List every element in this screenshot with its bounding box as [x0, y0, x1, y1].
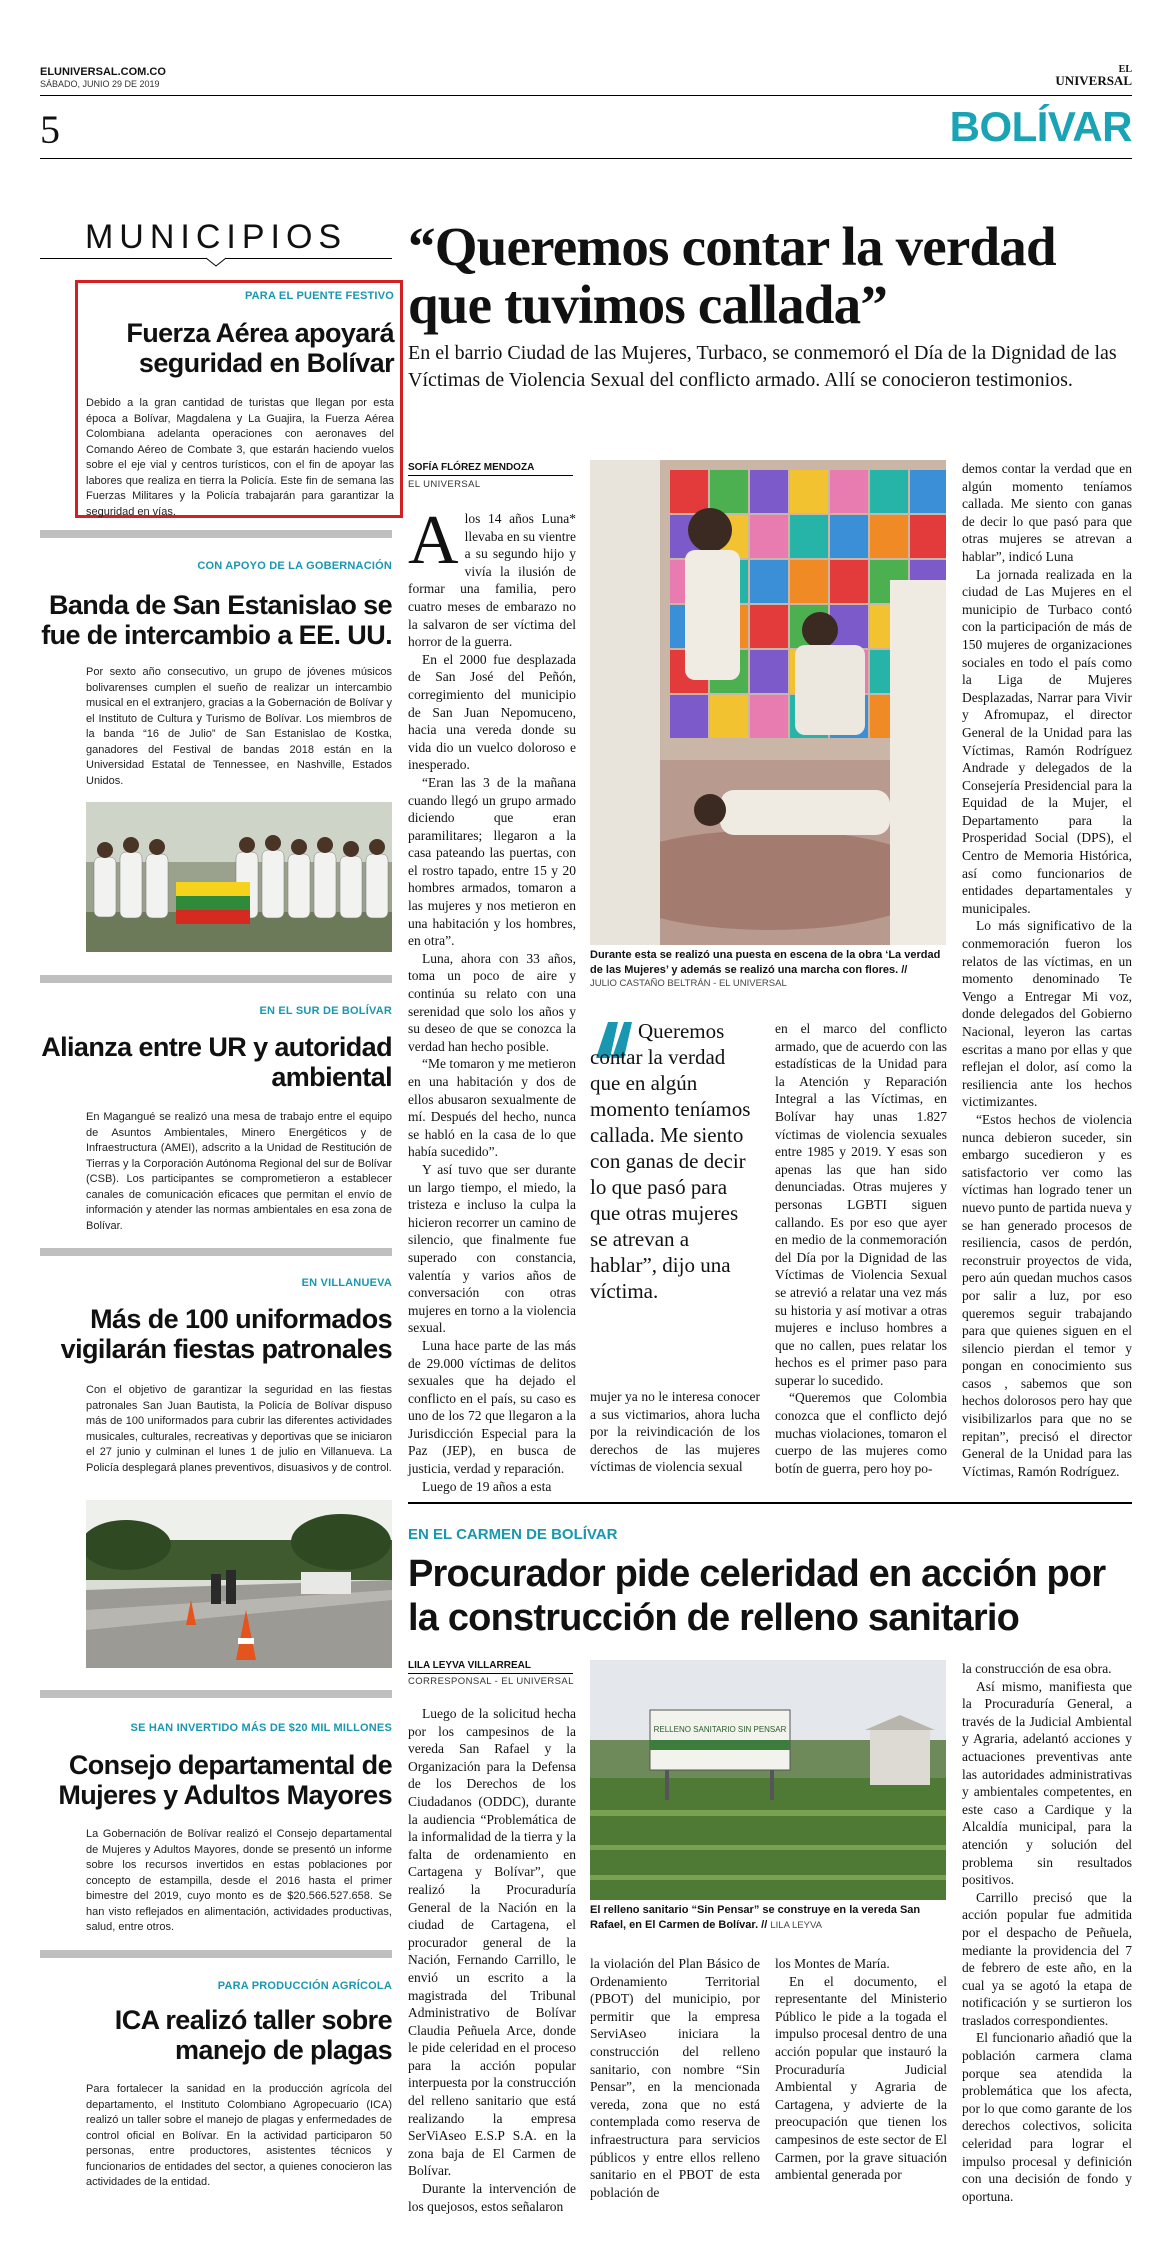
second-column-3 [775, 1955, 947, 2184]
article-paragraph: Luna hace parte de las más de 29.000 víctimas de delitos sexuales que ha dejado el conflicto en el país, su caso es uno de los 72 que llegaron a la Jurisdicción Especial para la Paz (JEP), en busca de justicia, verdad y reparación. [408, 1337, 576, 1477]
brief-headline: Más de 100 uniformados vigilarán fiestas patronales [60, 1304, 392, 1364]
issue-date: SÁBADO, JUNIO 29 DE 2019 [40, 79, 160, 89]
quilt-patch [670, 470, 708, 513]
second-headline: Procurador pide celeridad en acción por la construcción de relleno sanitario [408, 1553, 1106, 1639]
brief-body: Con el objetivo de garantizar la seguridad en las fiestas patronales San Juan Bautista, la Policía de Bolívar dispuso más de 100 uniformados para cubrir las diferentes actividades musicales, culturales, recreativas y deportivas que se iniciaron el 27 junio y culminan el lunes 1 de julio en Villanueva. La Policía desplegará planes preventivos, disuasivos y de control. [86, 1384, 392, 1474]
quilt-patch [790, 515, 828, 558]
article-paragraph: “Me tomaron y me metieron en una habitación y dos de ellos abusaron sexualmente de mí. Después del hecho, nunca se habló en la casa de lo que había sucedido”. [408, 1056, 576, 1160]
brief-headline: Consejo departamental de Mujeres y Adultos Mayores [58, 1750, 392, 1810]
landfill-photo [590, 1660, 946, 1900]
brief-separator [40, 1950, 392, 1958]
site-url: ELUNIVERSAL.COM.CO [40, 66, 166, 78]
main-photo [590, 460, 946, 945]
pull-quote: Queremos contar la verdad que en algún momento teníamos callada. Me siento con ganas de decir lo que pasó para que otras mujeres se atrevan a hablar”, dijo una víctima. [590, 1019, 751, 1303]
quilt-patch [870, 515, 908, 558]
article-paragraph: El funcionario añadió que la población carmera clama porque sea atendida la problemática que los afecta, por lo que como garante de los derechos colectivos, solicita celeridad para lograr el impulso procesal y definición con una decisión de fondo y oportuna. [962, 2030, 1132, 2204]
logo-bottom: UNIVERSAL [1055, 73, 1132, 88]
second-column-1 [408, 1705, 576, 2215]
article-paragraph: en el marco del conflicto armado, que de acuerdo con las estadísticas de la Unidad para la Atención y Reparación Integral a las Víctimas, en Bolívar hay unas 1.827 víctimas de violencia sexuales entre 1985 y 2019. Y esas son apenas las que han sido denunciadas. Otras mujeres y personas LGBTI siguen callando. Es por eso que ayer en medio de la conmemoración del Día por la Dignidad de las Víctimas de Violencia Sexual se atrevió a relatar una vez más su historia y así motivar a otras mujeres e incluso hombres a que no callen, pues relatar los hechos es el primer paso para superar lo sucedido. [775, 1021, 947, 1388]
quilt-patch [830, 560, 868, 603]
article-paragraph: Lo más significativo de la conmemoración fueron los relatos de las víctimas, en un momento denominado Te Vengo a Entregar Mi voz, donde delegados del Gobierno Nacional, leyeron las cartas escritas a mano por ellas y que reflejan el dolor, así como la resiliencia ante los hechos victimizantes. [962, 918, 1132, 1110]
second-column-4 [962, 1660, 1132, 2205]
newspaper-logo [1055, 64, 1132, 86]
article-paragraph: los Montes de María. [775, 1956, 890, 1971]
quilt-patch [910, 470, 946, 513]
brief-kicker: EN VILLANUEVA [301, 1277, 392, 1289]
quilt-patch [710, 470, 748, 513]
quilt-patch [750, 560, 788, 603]
brief-kicker: PARA EL PUENTE FESTIVO [244, 290, 394, 302]
article-paragraph: En el 2000 fue desplazada de San José del Peñón, corregimiento del municipio de San Juan Nepomuceno, hacia una vereda donde su vida dio un vuelco doloroso e inesperado. [408, 651, 576, 773]
quilt-patch [750, 515, 788, 558]
article-paragraph: “Queremos que Colombia conozca que el conflicto dejó muchas violaciones, tomaron el cuerpo de las mujeres como botín de guerra, pero hoy po- [775, 1390, 947, 1476]
article-paragraph: Durante la intervención de los quejosos, estos señalaron [408, 2181, 576, 2214]
quilt-patch [870, 470, 908, 513]
article-paragraph: Y así tuvo que ser durante un largo tiempo, el miedo, la tristeza e incluso la culpa la hicieron recorrer un camino de silencio, que finalmente fue superado con constancia, valentía y varios años de conversación con otras mujeres en torno a la violencia sexual. [408, 1161, 576, 1336]
brief-kicker: CON APOYO DE LA GOBERNACIÓN [197, 560, 392, 572]
brief-separator [40, 975, 392, 983]
article-paragraph: Así mismo, manifiesta que la Procuraduría General, a través de la Judicial Ambiental y Agraria, adelantó acciones y actuaciones preventivas ante las autoridades administrativas y ambientales competentes, en este caso a Cardique y la Alcaldía municipal, para la atención y solución del problema sin resultados positivos. [962, 1678, 1132, 1888]
brief-headline: ICA realizó taller sobre manejo de plagas [114, 2005, 392, 2065]
logo-top: EL [1118, 64, 1132, 75]
quilt-patch [710, 695, 748, 738]
brief-body: Para fortalecer la sanidad en la producción agrícola del departamento, el Instituto Colombiano Agropecuario (ICA) realizó un taller sobre el manejo de plagas y enfermedades de control oficial en Bolívar. En la actividad participaron 50 personas, entre productores, asistentes técnicos y funcionarios de entidades del sector, a quienes conocieron las actividades de la entidad. [86, 2083, 392, 2188]
quilt-patch [750, 605, 788, 648]
brief-body: Por sexto año consecutivo, un grupo de jóvenes músicos bolivarenses cumplen el sueño de realizar un intercambio musical en el extranjero, gracias a la Gobernación de Bolívar y el Instituto de Cultura y Turismo de Bolívar. Los miembros de la banda “16 de Julio” de San Estanislao de Kostka, ganadores del Festival de bandas 2018 están en la Universidad Estatal de Tennessee, en Nashville, Estados Unidos. [86, 666, 392, 787]
brief-separator [40, 1248, 392, 1256]
article-paragraph: Carrillo precisó que la acción popular fue admitida por el despacho de Peñuela, mediante la providencia del 7 de febrero de este año, en la cual ya se agotó la etapa de notificación y se surtieron los traslados correspondientes. [962, 1889, 1132, 2028]
quilt-patch [830, 470, 868, 513]
quilt-patch [750, 695, 788, 738]
article-paragraph: Luego de 19 años a esta [422, 1478, 552, 1494]
quilt-patch [910, 515, 946, 558]
article-paragraph: “Estos hechos de violencia nunca debieron suceder, sin embargo sucedieron y es satisfactorio ver como las víctimas han logrado tener un nuevo punto de partida nueva y se han generado procesos de resiliencia, casos de perdón, reconstruir proyectos de vida, pero aún quedan muchos casos por salir a luz, por eso queremos seguir trabajando para que quienes siguen en el silencio pierdan el temor y pongan en conocimiento sus casos , sabemos que son hechos dolorosos pero hay que visibilizarlos para que no se repitan”, precisó el director General de la Unidad para las Víctimas, Ramón Rodríguez. [962, 1111, 1132, 1479]
article-paragraph: los 14 años Luna* llevaba en su vientre a su segundo hijo y vivía la ilusión de formar una familia, pero cuatro meses de embarazo no la salvaron de ser víctima del horror de la guerra. [408, 511, 576, 650]
brief-separator [40, 530, 392, 538]
brief-separator [40, 1690, 392, 1698]
municipios-title: MUNICIPIOS [84, 218, 348, 256]
article-paragraph: demos contar la verdad que en algún momento teníamos callada. Me siento con ganas de decir lo que pasó para que otras mujeres se atrevan a hablar”, indicó Luna [962, 461, 1132, 564]
section-title: BOLÍVAR [949, 103, 1132, 150]
quilt-patch [750, 650, 788, 693]
police-photo [86, 1500, 392, 1668]
brief-body: La Gobernación de Bolívar realizó el Consejo departamental de Mujeres y Adultos Mayores, donde se presentó un informe sobre los recursos invertidos en estas poblaciones por concepto de estampilla, desde el 2016 hasta el primer bimestre del 2019, cuyo monto es de $20.566.527.658. Se han visto reflejados en alimentación, actividades productivas, salud, entre otros. [86, 1828, 392, 1933]
brief-body: En Magangué se realizó una mesa de trabajo entre el equipo de Asuntos Ambientales, Minero Energéticos y de Infraestructura (AMEI), adscrito a la Unidad de Restitución de Tierras y la Corporación Autónoma Regional del sur de Bolívar (CSB). Los participantes se comprometieron a establecer canales de comunicación eficaces que permitan el envío de información y atender las normas ambientales en esa zona de Bolívar. [86, 1111, 392, 1232]
main-photo-caption: Durante esta se realizó una puesta en escena de la obra ‘La verdad de las Mujeres’ y además se realizó una marcha con flores. // [590, 949, 941, 976]
brief-kicker: SE HAN INVERTIDO MÁS DE $20 MIL MILLONES [130, 1722, 392, 1734]
second-column-2: la violación del Plan Básico de Ordenamiento Territorial (PBOT) del municipio, por permitir que la empresa ServiAseo iniciara la construcción del relleno sanitario, con nombre “Sin Pensar”, en la mencionada vereda, zona que no está contemplada como reserva de infraestructura para servicios públicos y entre ellos relleno sanitario en el PBOT de esta población de [590, 1956, 760, 2200]
quilt-patch [750, 470, 788, 513]
sign-text: RELLENO SANITARIO SIN PENSAR [653, 1725, 787, 1734]
article-paragraph: La jornada realizada en la ciudad de Las Mujeres en el municipio de Turbaco contó con la participación de más de 150 mujeres de organizaciones sociales en todo el país como la Liga de Mujeres Desplazadas, Narrar para Vivir y Afromupaz, el director General de la Unidad para las Víctimas, Ramón Rodríguez Andrade y delegados de la Consejería Presidencial para la Equidad de la Mujer, el Departamento para la Prosperidad Social (DPS), el Centro de Memoria Histórica, así como funcionarios de entidades departamentales y municipales. [962, 566, 1132, 916]
quilt-patch [790, 560, 828, 603]
byline-rule [408, 475, 573, 476]
dropcap: A [408, 502, 459, 579]
brief-kicker: PARA PRODUCCIÓN AGRÍCOLA [217, 1980, 392, 1992]
main-author: SOFÍA FLÓREZ MENDOZA [408, 462, 535, 473]
article-paragraph: En el documento, el representante del Ministerio Público le pide a la togada el impulso procesal dentro de una acción popular que instauró la Procuraduría Judicial Ambiental y Agraria de Cartagena, y advierte de la preocupación que tienen los campesinos de este sector de El Carmen, por la grave situación ambiental generada por [775, 1973, 947, 2183]
main-subhead: En el barrio Ciudad de las Mujeres, Turbaco, se conmemoró el Día de la Dignidad de las Víctimas de Violencia Sexual del conflicto armado. Allí se conocieron testimonios. [408, 342, 1117, 391]
quilt-patch [790, 470, 828, 513]
brief-headline: Fuerza Aérea apoyará seguridad en Bolívar [126, 318, 394, 378]
section-rule [40, 158, 1132, 159]
main-outlet: EL UNIVERSAL [408, 479, 481, 490]
landfill-photo-caption: El relleno sanitario “Sin Pensar” se construye en la vereda San Rafael, en El Carmen de Bolívar. // LILA LEYVA [590, 1904, 921, 1931]
main-column-4 [962, 460, 1132, 1480]
main-column-3 [775, 1020, 947, 1477]
page-number: 5 [40, 107, 60, 152]
second-author: LILA LEYVA VILLARREAL [408, 1660, 531, 1671]
main-column-1 [408, 502, 576, 1495]
article-paragraph: Luego de la solicitud hecha por los campesinos de la vereda San Rafael y la Organización para la Defensa de los Derechos de los Ciudadanos (ODDC), durante la audiencia “Problemática de la informalidad de la tierra y la falta de ordenamiento en Cartagena y Bolívar”, que realizó la Procuraduría General de la Nación en la ciudad de Cartagena, el procurador general de la Nación, Fernando Carrillo, le envió un escrito a la magistrada del Tribunal Administrativo de Bolívar Claudia Peñuela Arce, donde le pide celeridad en el proceso para la acción popular interpuesta por la construcción del relleno sanitario que está realizando la empresa SerViAseo E.S.P S.A. en la zona baja de El Carmen de Bolívar. [408, 1706, 576, 2179]
article-paragraph: “Eran las 3 de la mañana cuando llegó un grupo armado diciendo que eran paramilitares; llegaron a la casa pateando las puertas, con el rostro tapado, entre 15 y 20 hombres armados, tomaron a las mujeres y nos metieron en una habitación y los hombres, en otra”. [408, 774, 576, 949]
article-paragraph: Luna, ahora con 33 años, toma un poco de aire y continúa su relato con una serenidad que solo los años y su deseo de que se conozca la verdad han hecho posible. [408, 950, 576, 1054]
brief-body: Debido a la gran cantidad de turistas que llegan por esta época a Bolívar, Magdalena y La Guajira, la Fuerza Aérea Colombiana adelanta operaciones con aeronaves del Comando Aéreo de Combate 3, que estarán haciendo vuelos sobre el eje vial y centros turísticos, con el fin de apoyar las labores que realiza en tierra la Policía. Este fin de semana las Fuerzas Militares y la Policía trabajarán para garantizar la seguridad en vías. [86, 397, 394, 518]
brief-headline: Alianza entre UR y autoridad ambiental [41, 1032, 392, 1092]
main-column-2b: mujer ya no le interesa conocer a sus victimarios, ahora lucha por la reivindicación de los derechos de las mujeres víctimas de violencia sexual [590, 1389, 760, 1475]
main-headline: “Queremos contar la verdad que tuvimos callada” [408, 216, 1056, 335]
header-rule [40, 95, 1132, 96]
byline-rule [408, 1673, 573, 1674]
article-paragraph: la construcción de esa obra. [962, 1661, 1112, 1676]
second-kicker: EN EL CARMEN DE BOLÍVAR [408, 1526, 618, 1543]
brief-kicker: EN EL SUR DE BOLÍVAR [259, 1005, 392, 1017]
main-photo-credit: JULIO CASTAÑO BELTRÁN - EL UNIVERSAL [590, 978, 787, 989]
quilt-patch [830, 515, 868, 558]
second-outlet: CORRESPONSAL - EL UNIVERSAL [408, 1676, 574, 1687]
municipios-notch-icon [206, 256, 226, 268]
band-photo [86, 802, 392, 952]
article-divider [408, 1502, 1132, 1504]
quilt-patch [670, 695, 708, 738]
brief-headline: Banda de San Estanislao se fue de intercambio a EE. UU. [41, 590, 392, 650]
